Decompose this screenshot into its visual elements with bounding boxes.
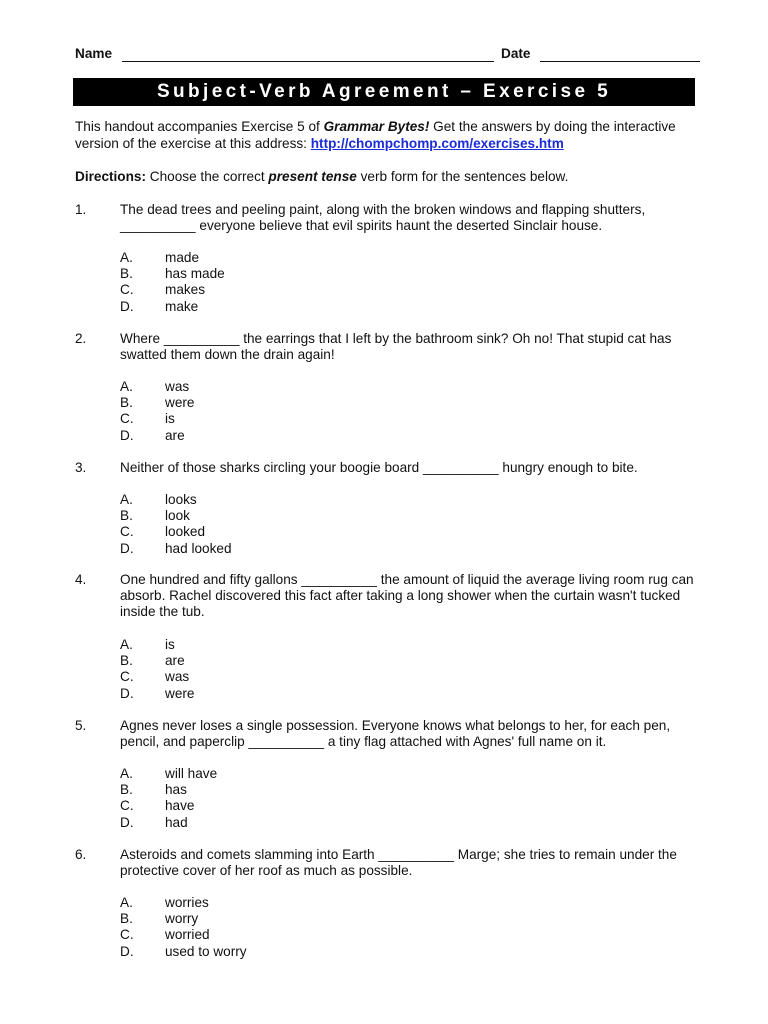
- option-b[interactable]: [120, 782, 420, 798]
- option-text: had: [165, 814, 188, 830]
- option-text: make: [165, 298, 199, 314]
- option-text: have: [165, 798, 195, 814]
- option-d[interactable]: [120, 944, 420, 960]
- option-text: worries: [165, 895, 209, 910]
- option-letter: C.: [120, 411, 134, 427]
- directions-label: Directions:: [75, 169, 147, 184]
- option-letter: A.: [120, 379, 133, 394]
- option-letter: C.: [120, 524, 134, 540]
- option-a[interactable]: [120, 250, 420, 266]
- answer-options: [120, 250, 420, 315]
- date-label: Date: [501, 46, 531, 61]
- answer-options: [120, 766, 420, 831]
- option-text: made: [165, 250, 200, 265]
- option-letter: B.: [120, 395, 133, 411]
- answer-options: [120, 637, 420, 702]
- directions-emphasis: present tense: [268, 169, 357, 184]
- option-c[interactable]: [120, 282, 420, 298]
- question-number: 5.: [75, 718, 87, 733]
- option-d[interactable]: [120, 428, 420, 444]
- option-d[interactable]: [120, 299, 420, 315]
- option-text: had looked: [165, 540, 232, 556]
- option-letter: C.: [120, 282, 134, 298]
- option-letter: C.: [120, 927, 134, 943]
- option-letter: B.: [120, 911, 133, 927]
- option-letter: C.: [120, 798, 134, 814]
- option-letter: D.: [120, 685, 134, 701]
- option-letter: A.: [120, 492, 133, 507]
- option-text: looked: [165, 524, 206, 540]
- question-text: The dead trees and peeling paint, along with the broken windows and flapping shutters, __________ everyone believe that evil spirits haunt the deserted Sinclair house.: [120, 202, 646, 234]
- option-d[interactable]: [120, 686, 420, 702]
- directions: [75, 169, 705, 186]
- answer-options: [120, 379, 420, 444]
- question-number: 2.: [75, 331, 87, 346]
- directions-text-start: Choose the correct: [146, 169, 269, 184]
- question-number: 6.: [75, 847, 87, 862]
- option-text: was: [165, 379, 190, 394]
- option-c[interactable]: [120, 524, 420, 540]
- question-number: 3.: [75, 460, 87, 475]
- question-text: One hundred and fifty gallons __________ the amount of liquid the average living room rug can absorb. Rachel discovered this fact after taking a long shower when the curtain wasn't tucked inside the tub.: [120, 572, 694, 620]
- question-number: 4.: [75, 572, 87, 587]
- name-label: Name: [75, 46, 113, 61]
- option-text: is: [165, 637, 175, 652]
- option-text: are: [165, 653, 185, 669]
- option-a[interactable]: [120, 895, 420, 911]
- option-a[interactable]: [120, 492, 420, 508]
- question-number: 1.: [75, 202, 87, 217]
- option-b[interactable]: [120, 395, 420, 411]
- answer-options: [120, 895, 420, 960]
- option-b[interactable]: [120, 508, 420, 524]
- option-letter: B.: [120, 508, 133, 524]
- option-letter: A.: [120, 250, 133, 265]
- option-text: has: [165, 782, 187, 798]
- option-letter: A.: [120, 895, 133, 910]
- option-letter: D.: [120, 814, 134, 830]
- option-letter: A.: [120, 637, 133, 652]
- option-letter: B.: [120, 653, 133, 669]
- option-text: makes: [165, 282, 206, 298]
- answer-options: [120, 492, 420, 557]
- option-letter: D.: [120, 298, 134, 314]
- page-title: Subject-Verb Agreement – Exercise 5: [73, 78, 695, 106]
- option-d[interactable]: [120, 541, 420, 557]
- option-letter: D.: [120, 540, 134, 556]
- intro-text-start: This handout accompanies Exercise 5 of: [75, 119, 324, 134]
- option-text: was: [165, 669, 190, 685]
- option-c[interactable]: [120, 927, 420, 943]
- option-c[interactable]: [120, 411, 420, 427]
- option-letter: B.: [120, 782, 133, 798]
- intro-paragraph: [75, 119, 705, 152]
- option-letter: B.: [120, 266, 133, 282]
- question-text: Asteroids and comets slamming into Earth __________ Marge; she tries to remain under the protective cover of her roof as much as possible.: [120, 847, 677, 879]
- option-c[interactable]: [120, 798, 420, 814]
- option-c[interactable]: [120, 669, 420, 685]
- option-letter: C.: [120, 669, 134, 685]
- option-text: used to worry: [165, 943, 247, 959]
- directions-text-end: verb form for the sentences below.: [356, 169, 569, 184]
- option-b[interactable]: [120, 653, 420, 669]
- option-letter: D.: [120, 427, 134, 443]
- exercises-link[interactable]: http://chompchomp.com/exercises.htm: [310, 135, 564, 151]
- book-title: Grammar Bytes!: [323, 119, 430, 134]
- option-text: worry: [165, 911, 199, 927]
- option-text: were: [165, 395, 195, 411]
- option-text: has made: [165, 266, 225, 282]
- option-text: worried: [165, 927, 210, 943]
- option-text: will have: [165, 766, 218, 781]
- option-a[interactable]: [120, 637, 420, 653]
- header-row: [75, 44, 700, 66]
- option-a[interactable]: [120, 379, 420, 395]
- option-b[interactable]: [120, 266, 420, 282]
- date-field-line[interactable]: [540, 61, 700, 62]
- option-text: were: [165, 685, 195, 701]
- option-a[interactable]: [120, 766, 420, 782]
- option-letter: A.: [120, 766, 133, 781]
- option-d[interactable]: [120, 815, 420, 831]
- option-text: look: [165, 508, 190, 524]
- option-text: is: [165, 411, 175, 427]
- intro-text-middle: Get the answers by doing the interactive version of the exercise at this address:: [75, 119, 676, 151]
- question-text: Neither of those sharks circling your boogie board __________ hungry enough to bite.: [120, 460, 638, 475]
- option-text: are: [165, 427, 185, 443]
- name-field-line[interactable]: [122, 61, 494, 62]
- option-letter: D.: [120, 943, 134, 959]
- option-text: looks: [165, 492, 197, 507]
- option-b[interactable]: [120, 911, 420, 927]
- question-text: Agnes never loses a single possession. Everyone knows what belongs to her, for each pen, pencil, and paperclip __________ a tiny flag attached with Agnes' full name on it.: [120, 718, 671, 750]
- question-text: Where __________ the earrings that I left by the bathroom sink? Oh no! That stupid cat has swatted them down the drain again!: [120, 331, 672, 363]
